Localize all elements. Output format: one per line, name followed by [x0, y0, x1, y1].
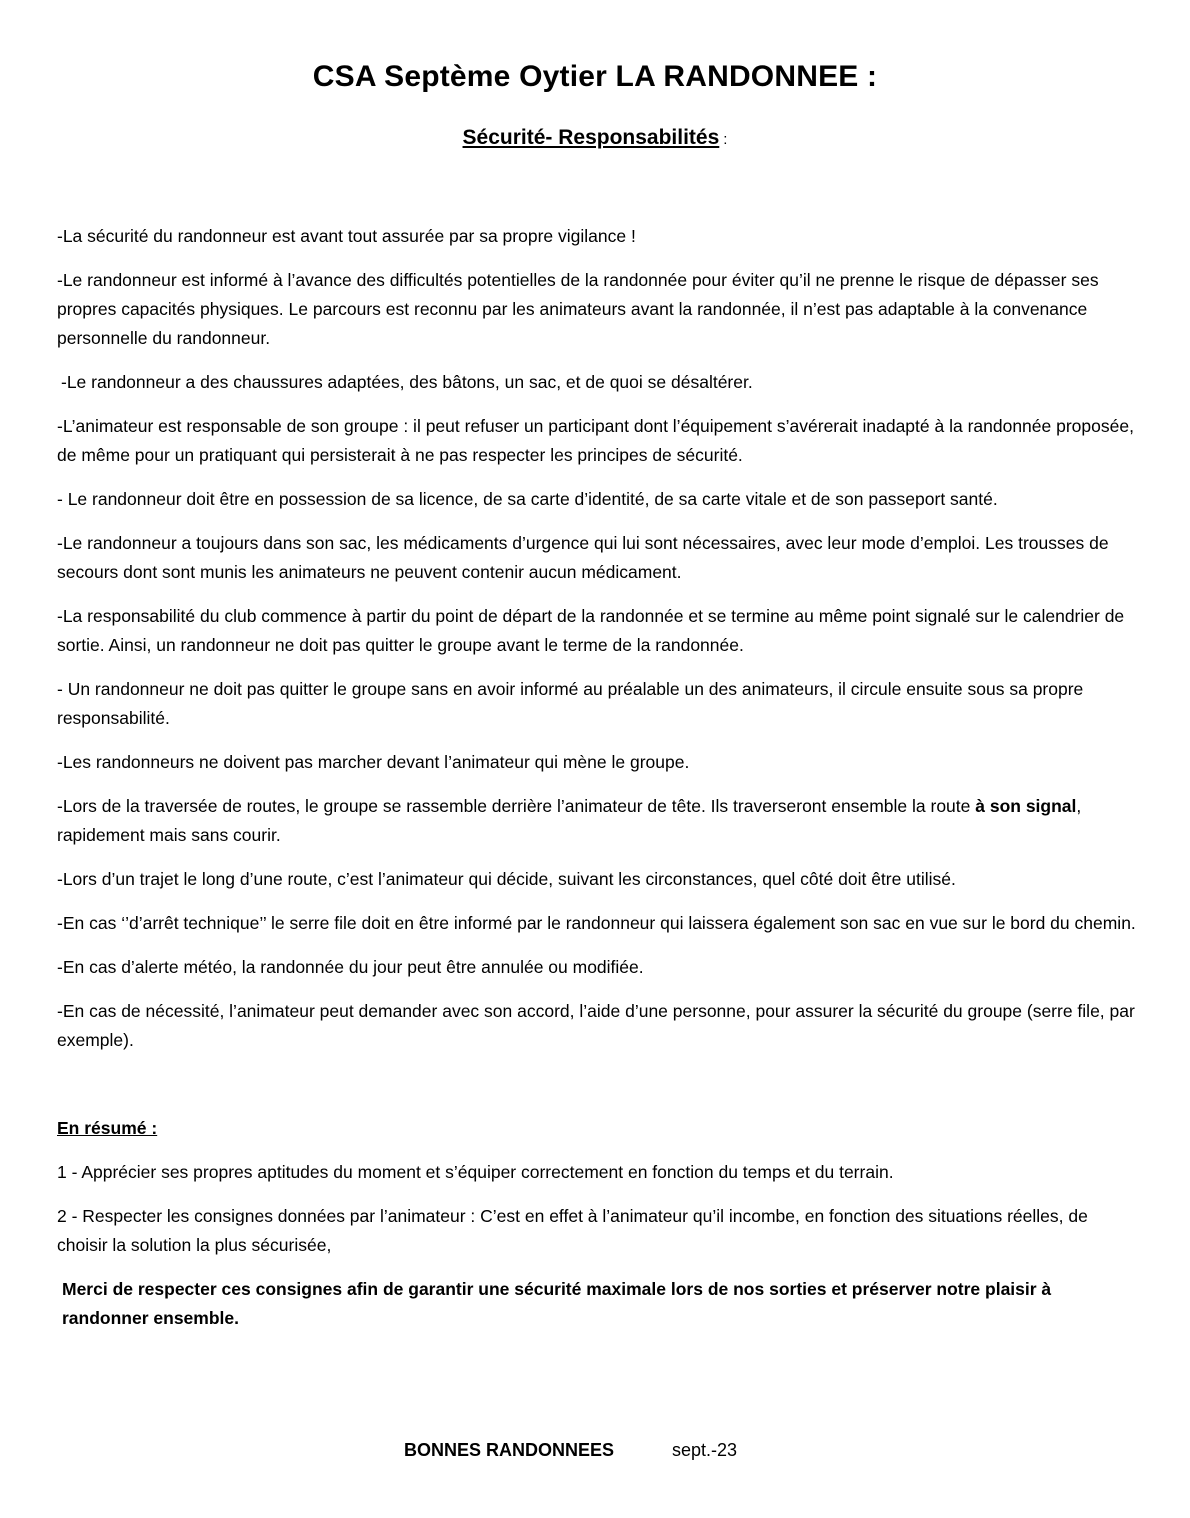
page-title: CSA Septème Oytier LA RANDONNEE : — [312, 60, 878, 93]
page-subtitle — [0, 126, 1190, 150]
crossing-text-after: , rapidement mais sans courir. — [57, 796, 1082, 845]
summary-item: 1 - Apprécier ses propres aptitudes du moment et s’équiper correctement en fonction du temps et du terrain. — [57, 1162, 894, 1182]
summary-item: 2 - Respecter les consignes données par l’animateur : C’est en effet à l’animateur qu’il incombe, en fonction des situations réelles, de choisir la solution la plus sécurisée, — [57, 1206, 1088, 1255]
paragraph-vigilance: -La sécurité du randonneur est avant tout assurée par sa propre vigilance ! — [57, 226, 636, 246]
crossing-text-bold: à son signal — [975, 796, 1077, 816]
section-spacer — [57, 1070, 1137, 1114]
paragraph-equipment: -Le randonneur a des chaussures adaptées, des bâtons, un sac, et de quoi se désaltérer. — [61, 372, 753, 392]
paragraph-leaving-group: - Un randonneur ne doit pas quitter le groupe sans en avoir informé au préalable un des animateurs, il circule ensuite sous sa propre responsabilité. — [57, 679, 1084, 728]
closing-statement: Merci de respecter ces consignes afin de garantir une sécurité maximale lors de nos sorties et préserver notre plaisir à randonner ensemble. — [62, 1279, 1052, 1328]
paragraph-difficulties: -Le randonneur est informé à l’avance des difficultés potentielles de la randonnée pour éviter qu’il ne prenne le risque de dépasser ses propres capacités physiques. Le parcours est reconnu par les animateurs avant la randonnée, il n’est pas adaptable à la convenance personnelle du randonneur. — [57, 270, 1099, 348]
document-body — [57, 222, 1137, 1333]
paragraph-walking-order: -Les randonneurs ne doivent pas marcher devant l’animateur qui mène le groupe. — [57, 752, 690, 772]
paragraph-road-crossing — [57, 792, 1137, 850]
footer — [404, 1440, 737, 1461]
footer-date: sept.-23 — [672, 1440, 738, 1460]
paragraph-medication: -Le randonneur a toujours dans son sac, les médicaments d’urgence qui lui sont nécessaires, avec leur mode d’emploi. Les trousses de secours dont sont munis les animateurs ne peuvent contenir aucun médicament. — [57, 533, 1109, 582]
footer-text: BONNES RANDONNEES — [404, 1440, 615, 1460]
crossing-text-before: -Lors de la traversée de routes, le groupe se rassemble derrière l’animateur de tête. Ils traverseront ensemble la route — [57, 796, 976, 816]
paragraph-assistance: -En cas de nécessité, l’animateur peut demander avec son accord, l’aide d’une personne, pour assurer la sécurité du groupe (serre file, par exemple). — [57, 1001, 1135, 1050]
paragraph-documents: - Le randonneur doit être en possession de sa licence, de sa carte d’identité, de sa carte vitale et de son passeport santé. — [57, 489, 998, 509]
paragraph-road-side: -Lors d’un trajet le long d’une route, c’est l’animateur qui décide, suivant les circonstances, quel côté doit être utilisé. — [57, 869, 956, 889]
subtitle-colon: : — [723, 131, 728, 148]
paragraph-club-responsibility: -La responsabilité du club commence à partir du point de départ de la randonnée et se termine au même point signalé sur le calendrier de sortie. Ainsi, un randonneur ne doit pas quitter le groupe avant le terme de la randonnée. — [57, 606, 1125, 655]
paragraph-weather-alert: -En cas d’alerte météo, la randonnée du jour peut être annulée ou modifiée. — [57, 957, 644, 977]
subtitle-text: Sécurité- Responsabilités — [462, 126, 720, 149]
paragraph-leader-responsibility: -L’animateur est responsable de son groupe : il peut refuser un participant dont l’équipement s’avérerait inadapté à la randonnée proposée, de même pour un pratiquant qui persisterait à ne pas respecter les principes de sécurité. — [57, 416, 1134, 465]
summary-heading: En résumé : — [57, 1118, 158, 1138]
paragraph-technical-stop: -En cas ‘’d’arrêt technique’’ le serre file doit en être informé par le randonneur qui laissera également son sac en vue sur le bord du chemin. — [57, 913, 1136, 933]
